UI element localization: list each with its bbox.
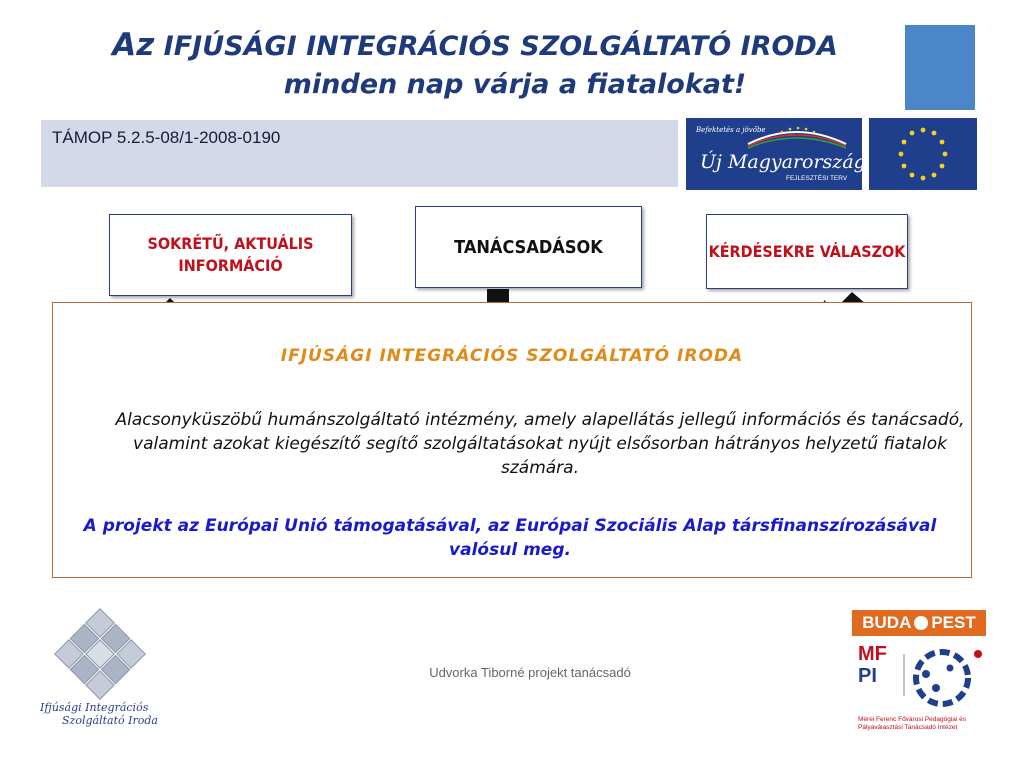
info-box-label: SOKRÉTŰ, AKTUÁLIS INFORMÁCIÓ xyxy=(147,234,314,275)
counseling-box xyxy=(415,206,642,288)
info-box xyxy=(109,214,352,296)
eu-stars-icon xyxy=(869,118,977,190)
project-code: TÁMOP 5.2.5-08/1-2008-0190 xyxy=(52,128,281,147)
puzzle-logo-caption xyxy=(40,701,170,727)
umft-top-text: Befektetés a jövőbe xyxy=(696,126,766,134)
decorative-square xyxy=(905,25,975,110)
budapest-logo xyxy=(852,610,986,636)
buda-text: BUDA xyxy=(862,613,912,632)
umft-main-text: Új Magyarország xyxy=(700,151,862,173)
uj-magyarorszag-logo xyxy=(686,118,862,190)
eu-flag-logo xyxy=(869,118,977,190)
answers-box-label: KÉRDÉSEKRE VÁLASZOK xyxy=(708,241,906,261)
mfpi-bottom: PI xyxy=(858,665,877,687)
counseling-box-label: TANÁCSADÁSOK xyxy=(454,236,603,258)
puzzle-logo-icon xyxy=(38,604,162,704)
puzzle-caption-line2: Szolgáltató Iroda xyxy=(62,714,158,727)
title-line1: IFJÚSÁGI INTEGRÁCIÓS SZOLGÁLTATÓ IRODA xyxy=(154,31,838,62)
puzzle-caption-line1: Ifjúsági Integrációs xyxy=(40,701,149,714)
project-note: A projekt az Európai Unió támogatásával, az Európai Szociális Alap társfinanszírozásával valósul meg. xyxy=(83,516,937,560)
page-title xyxy=(60,26,890,104)
pest-text: PEST xyxy=(931,613,976,632)
footer-author: Udvorka Tiborné projekt tanácsadó xyxy=(429,665,631,680)
mfpi-caption: Mérei Ferenc Fővárosi Pedagógiai és Pályaválasztási Tanácsadó Intézet xyxy=(858,716,967,731)
mfpi-top: MF xyxy=(858,643,887,665)
office-description: Alacsonyküszöbű humánszolgáltató intézmény, amely alapellátás jellegű információs és tanácsadó, valamint azokat kiegészítő segítő szolgáltatásokat nyújt elsősorban hátrányos helyzetű fiatalok számára. xyxy=(115,410,965,478)
title-prefix: Az xyxy=(112,27,155,63)
mfpi-figures-icon xyxy=(902,644,992,710)
uj-magyarorszag-logo-graphic xyxy=(686,118,862,190)
coat-of-arms-icon xyxy=(914,616,928,630)
answers-box xyxy=(706,214,908,289)
umft-sub-text: FEJLESZTÉSI TERV xyxy=(786,175,848,182)
main-heading: IFJÚSÁGI INTEGRÁCIÓS SZOLGÁLTATÓ IRODA xyxy=(280,346,744,366)
title-line2: minden nap várja a fiatalokat! xyxy=(283,69,747,100)
